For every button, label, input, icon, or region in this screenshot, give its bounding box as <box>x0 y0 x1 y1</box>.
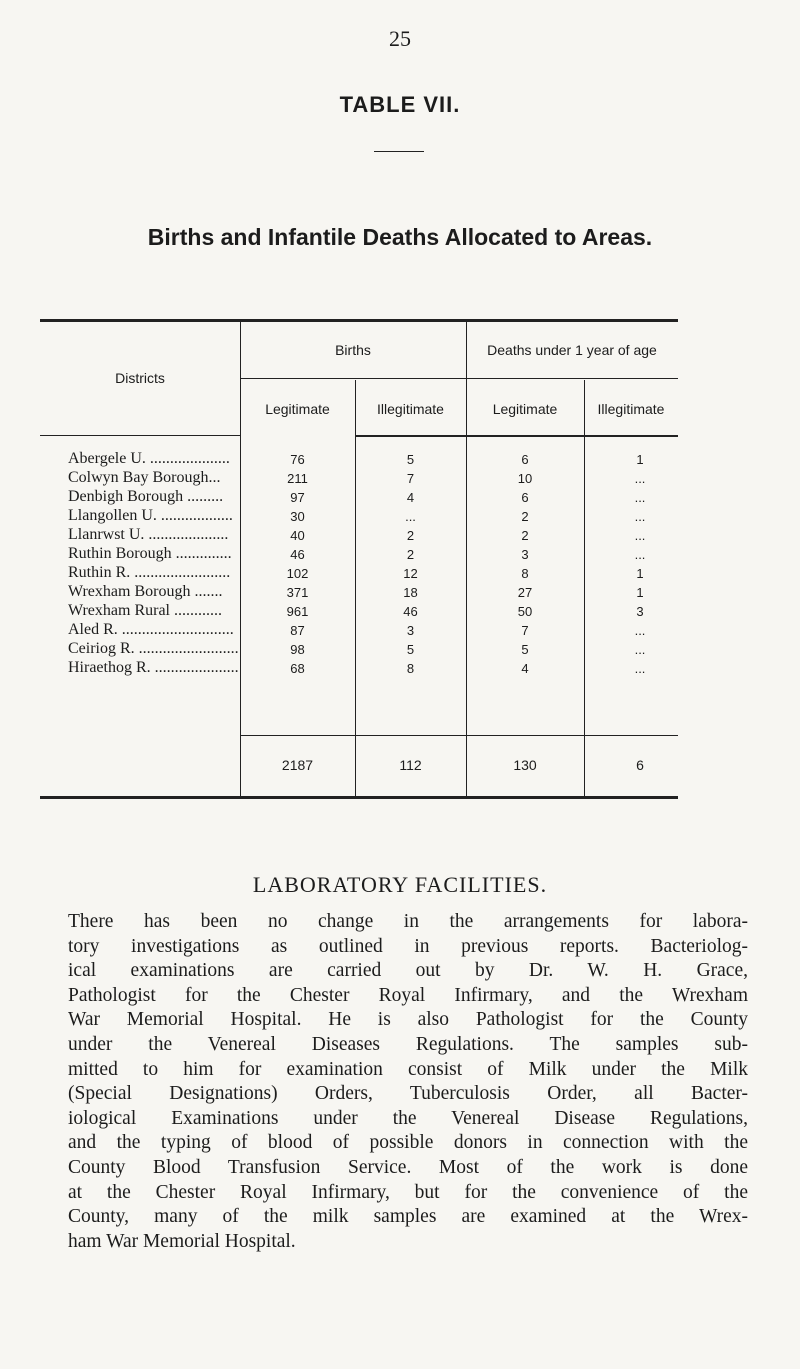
deaths-illegitimate-cell: ... <box>634 471 646 486</box>
deaths-legitimate-cell: 6 <box>521 490 529 505</box>
deaths-legitimate-cell: 27 <box>517 585 533 600</box>
district-name: Hiraethog R. ..................... <box>68 659 239 676</box>
births-illegitimate-cell: 46 <box>403 604 418 619</box>
births-legitimate-cell: 961 <box>286 604 309 619</box>
header-rule-left <box>40 435 240 436</box>
deaths-legitimate-cell: 2 <box>521 509 529 524</box>
births-header: Births <box>335 342 371 358</box>
header-rule-mid <box>355 435 466 437</box>
births-illegitimate-header: Illegitimate <box>377 401 444 417</box>
births-illegitimate-cell: 8 <box>406 661 415 676</box>
page-number: 25 <box>389 26 411 51</box>
section-title: LABORATORY FACILITIES. <box>252 872 548 897</box>
deaths-legitimate-cell: 10 <box>517 471 533 486</box>
deaths-legitimate-total: 130 <box>513 757 537 773</box>
paragraph-line: mitted to him for examination consist of Milk under the Milk <box>68 1058 748 1080</box>
deaths-illegitimate-cell: ... <box>634 528 646 543</box>
births-illegitimate-cell: ... <box>405 509 416 524</box>
deaths-illegitimate-total: 6 <box>636 757 644 773</box>
deaths-group-rule <box>466 378 678 379</box>
deaths-legitimate-cell: 4 <box>521 661 529 676</box>
deaths-illegitimate-cell: 1 <box>636 566 644 581</box>
deaths-illegitimate-cell: ... <box>634 547 646 562</box>
births-legitimate-cell: 98 <box>290 642 305 657</box>
deaths-illegitimate-cell: ... <box>634 623 646 638</box>
paragraph-line: ical examinations are carried out by Dr. W. H. Grace, <box>68 960 748 982</box>
deaths-illegitimate-cell: ... <box>634 490 646 505</box>
paragraph-line: (Special Designations) Orders, Tuberculosis Order, all Bacter- <box>68 1083 748 1105</box>
births-illegitimate-cell: 3 <box>406 623 415 638</box>
deaths-illegitimate-cell: ... <box>634 509 646 524</box>
births-legitimate-cell: 102 <box>286 566 309 581</box>
births-legitimate-cell: 46 <box>290 547 305 562</box>
district-name: Wrexham Borough ....... <box>68 583 223 600</box>
paragraph-line: at the Chester Royal Infirmary, but for the convenience of the <box>68 1181 748 1203</box>
totals-rule <box>240 735 678 736</box>
paragraph-line: iological Examinations under the Venereal Disease Regulations, <box>68 1107 748 1129</box>
district-name: Colwyn Bay Borough... <box>68 469 221 486</box>
births-illegitimate-cell: 4 <box>406 490 415 505</box>
births-legitimate-header: Legitimate <box>265 401 330 417</box>
deaths-illegitimate-cell: 3 <box>636 604 644 619</box>
district-name: Abergele U. .................... <box>68 450 230 467</box>
births-legitimate-cell: 211 <box>287 471 308 486</box>
paragraph-line: Pathologist for the Chester Royal Infirmary, and the Wrexham <box>68 984 748 1006</box>
paragraph-line: under the Venereal Diseases Regulations. The samples sub- <box>68 1033 748 1055</box>
deaths-legitimate-cell: 6 <box>521 452 529 467</box>
births-illegitimate-total: 112 <box>399 757 422 773</box>
district-name: Aled R. ............................ <box>68 621 234 638</box>
births-legitimate-total: 2187 <box>281 757 314 773</box>
births-legitimate-cell: 371 <box>286 585 309 600</box>
paragraph-line: ham War Memorial Hospital. <box>68 1230 296 1252</box>
col-divider-deaths <box>584 380 585 796</box>
deaths-illegitimate-cell: ... <box>634 642 646 657</box>
deaths-header: Deaths under 1 year of age <box>487 342 657 358</box>
paragraph-line: There has been no change in the arrangements for labora- <box>68 911 748 932</box>
deaths-illegitimate-cell: 1 <box>636 452 644 467</box>
paragraph-line: and the typing of blood of possible donors in connection with the <box>68 1132 748 1154</box>
deaths-legitimate-cell: 7 <box>521 623 529 638</box>
births-legitimate-cell: 76 <box>290 452 305 467</box>
births-legitimate-cell: 97 <box>290 490 305 505</box>
district-name: Llangollen U. .................. <box>68 507 233 524</box>
district-name: Ruthin Borough .............. <box>68 545 232 562</box>
births-legitimate-cell: 40 <box>290 528 305 543</box>
title-rule <box>374 151 424 152</box>
paragraph-line: County Blood Transfusion Service. Most of the work is done <box>68 1156 748 1178</box>
district-name: Ceiriog R. ......................... <box>68 640 239 657</box>
district-name: Denbigh Borough ......... <box>68 488 224 505</box>
paragraph-line: War Memorial Hospital. He is also Pathologist for the County <box>68 1009 748 1031</box>
births-illegitimate-cell: 2 <box>406 547 415 562</box>
deaths-legitimate-cell: 3 <box>521 547 529 562</box>
table-subtitle: Births and Infantile Deaths Allocated to Areas. <box>147 224 653 250</box>
district-name: Llanrwst U. .................... <box>68 526 229 543</box>
births-illegitimate-cell: 18 <box>403 585 418 600</box>
body-paragraph <box>68 910 748 1254</box>
births-illegitimate-cell: 5 <box>406 452 415 467</box>
deaths-illegitimate-header: Illegitimate <box>597 401 665 417</box>
districts-header: Districts <box>115 370 165 386</box>
births-group-rule <box>240 378 466 379</box>
district-name: Ruthin R. ........................ <box>68 564 231 581</box>
deaths-legitimate-header: Legitimate <box>492 401 558 417</box>
paragraph-line: tory investigations as outlined in previous reports. Bacteriolog- <box>68 935 748 957</box>
births-illegitimate-cell: 2 <box>406 528 415 543</box>
table-bottom-rule <box>40 796 678 799</box>
deaths-legitimate-cell: 5 <box>521 642 529 657</box>
births-legitimate-cell: 87 <box>290 623 305 638</box>
deaths-legitimate-cell: 50 <box>517 604 533 619</box>
births-illegitimate-cell: 7 <box>406 471 415 486</box>
table-top-rule <box>40 319 678 322</box>
births-illegitimate-cell: 12 <box>403 566 418 581</box>
births-illegitimate-cell: 5 <box>406 642 415 657</box>
header-rule-right <box>466 435 678 437</box>
births-legitimate-cell: 30 <box>290 509 305 524</box>
deaths-illegitimate-cell: ... <box>634 661 646 676</box>
table-title: TABLE VII. <box>339 92 461 117</box>
paragraph-line: County, many of the milk samples are examined at the Wrex- <box>68 1206 748 1228</box>
district-name: Wrexham Rural ............ <box>68 602 222 619</box>
deaths-legitimate-cell: 8 <box>521 566 529 581</box>
births-legitimate-cell: 68 <box>290 661 305 676</box>
deaths-legitimate-cell: 2 <box>521 528 529 543</box>
deaths-illegitimate-cell: 1 <box>636 585 644 600</box>
